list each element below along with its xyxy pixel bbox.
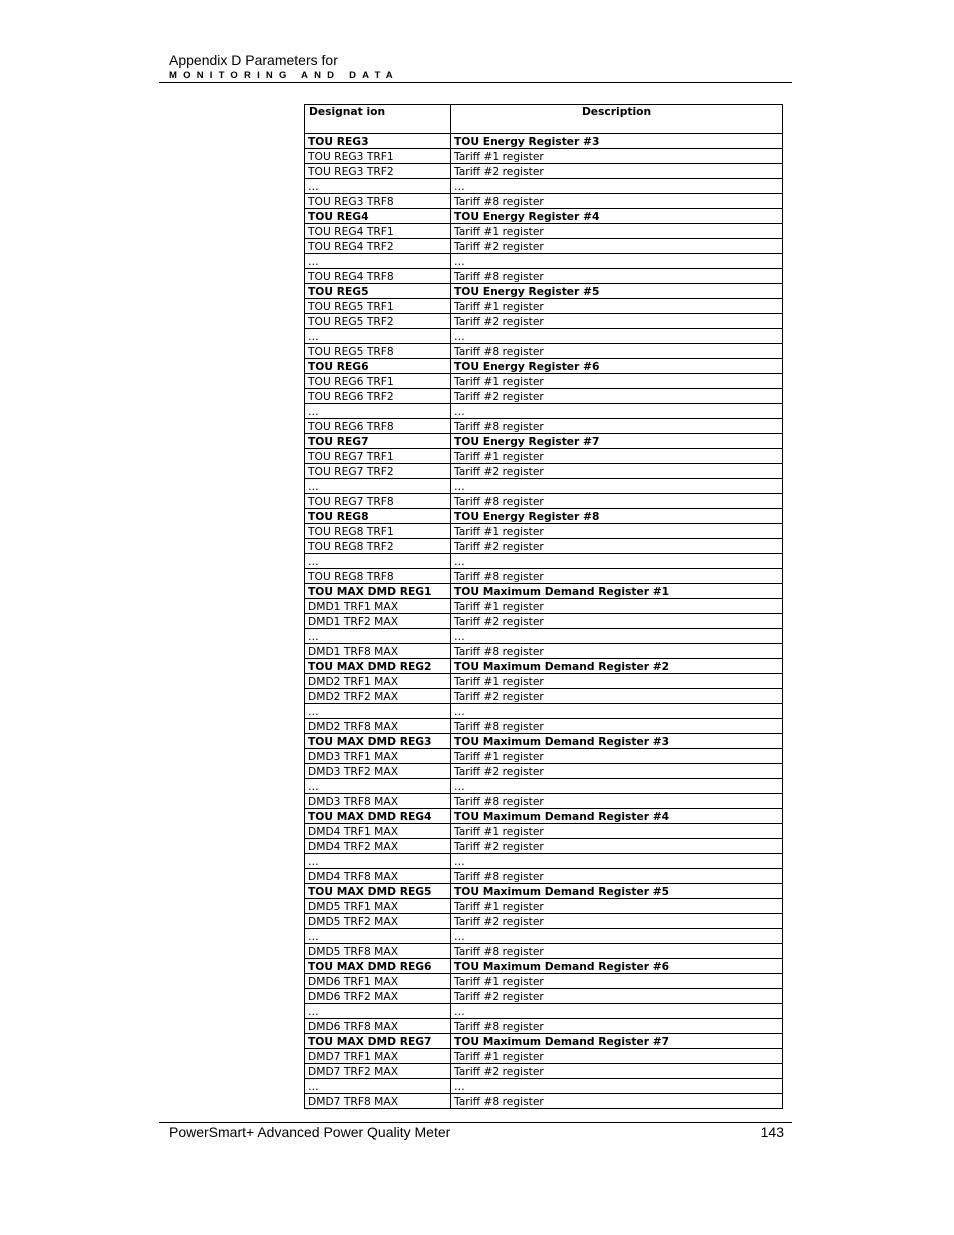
table-row <box>305 734 783 749</box>
description-cell: Tariff #2 register <box>451 464 783 479</box>
table-body <box>305 134 783 1109</box>
designation-cell: DMD5 TRF8 MAX <box>305 944 451 959</box>
table-row <box>305 524 783 539</box>
designation-cell: TOU REG7 TRF2 <box>305 464 451 479</box>
table-row <box>305 374 783 389</box>
description-cell: … <box>451 479 783 494</box>
designation-cell: … <box>305 854 451 869</box>
description-cell: TOU Maximum Demand Register #2 <box>451 659 783 674</box>
designation-cell: DMD3 TRF2 MAX <box>305 764 451 779</box>
description-cell: Tariff #1 register <box>451 374 783 389</box>
description-cell: Tariff #1 register <box>451 299 783 314</box>
description-cell: TOU Maximum Demand Register #7 <box>451 1034 783 1049</box>
header-title: Appendix D Parameters for <box>169 52 338 68</box>
table-row <box>305 509 783 524</box>
designation-cell: DMD3 TRF1 MAX <box>305 749 451 764</box>
table-row <box>305 329 783 344</box>
table-row <box>305 449 783 464</box>
designation-cell: DMD1 TRF1 MAX <box>305 599 451 614</box>
header-subtitle: MONITORING AND DATA <box>169 70 399 81</box>
description-cell: Tariff #1 register <box>451 524 783 539</box>
designation-cell: DMD7 TRF2 MAX <box>305 1064 451 1079</box>
description-cell: Tariff #8 register <box>451 269 783 284</box>
description-cell: TOU Energy Register #8 <box>451 509 783 524</box>
column-header-designation: Designat ion <box>305 105 451 134</box>
table-row <box>305 704 783 719</box>
table-row <box>305 344 783 359</box>
description-cell: Tariff #2 register <box>451 839 783 854</box>
designation-cell: TOU REG5 TRF8 <box>305 344 451 359</box>
designation-cell: TOU MAX DMD REG6 <box>305 959 451 974</box>
designation-cell: TOU REG3 <box>305 134 451 149</box>
description-cell: Tariff #2 register <box>451 689 783 704</box>
table-row <box>305 254 783 269</box>
description-cell: Tariff #1 register <box>451 599 783 614</box>
description-cell: Tariff #1 register <box>451 974 783 989</box>
description-cell: … <box>451 329 783 344</box>
description-cell: TOU Energy Register #6 <box>451 359 783 374</box>
designation-cell: TOU REG8 <box>305 509 451 524</box>
designation-cell: TOU REG6 TRF1 <box>305 374 451 389</box>
table-row <box>305 914 783 929</box>
designation-cell: DMD6 TRF8 MAX <box>305 1019 451 1034</box>
table-row <box>305 944 783 959</box>
designation-cell: … <box>305 329 451 344</box>
designation-cell: … <box>305 1004 451 1019</box>
table-row <box>305 659 783 674</box>
table-row <box>305 869 783 884</box>
table-row <box>305 929 783 944</box>
description-cell: … <box>451 1079 783 1094</box>
designation-cell: TOU MAX DMD REG2 <box>305 659 451 674</box>
designation-cell: TOU REG4 TRF1 <box>305 224 451 239</box>
designation-cell: … <box>305 404 451 419</box>
description-cell: … <box>451 629 783 644</box>
description-cell: Tariff #1 register <box>451 449 783 464</box>
designation-cell: DMD4 TRF1 MAX <box>305 824 451 839</box>
designation-cell: … <box>305 929 451 944</box>
designation-cell: … <box>305 254 451 269</box>
designation-cell: DMD5 TRF2 MAX <box>305 914 451 929</box>
designation-cell: DMD7 TRF8 MAX <box>305 1094 451 1109</box>
description-cell: Tariff #2 register <box>451 314 783 329</box>
table-row <box>305 719 783 734</box>
designation-cell: … <box>305 779 451 794</box>
table-row <box>305 314 783 329</box>
parameters-table <box>304 104 783 1109</box>
description-cell: Tariff #1 register <box>451 149 783 164</box>
designation-cell: TOU MAX DMD REG4 <box>305 809 451 824</box>
table-row <box>305 764 783 779</box>
header-rule <box>159 82 792 83</box>
description-cell: Tariff #8 register <box>451 344 783 359</box>
table-row <box>305 839 783 854</box>
table-row <box>305 194 783 209</box>
table-row <box>305 1079 783 1094</box>
table-row <box>305 359 783 374</box>
description-cell: TOU Energy Register #5 <box>451 284 783 299</box>
designation-cell: TOU REG5 TRF1 <box>305 299 451 314</box>
designation-cell: TOU REG3 TRF8 <box>305 194 451 209</box>
description-cell: Tariff #8 register <box>451 719 783 734</box>
designation-cell: TOU REG5 <box>305 284 451 299</box>
description-cell: Tariff #8 register <box>451 569 783 584</box>
designation-cell: DMD7 TRF1 MAX <box>305 1049 451 1064</box>
table-row <box>305 584 783 599</box>
description-cell: TOU Maximum Demand Register #6 <box>451 959 783 974</box>
designation-cell: TOU MAX DMD REG7 <box>305 1034 451 1049</box>
table-row <box>305 434 783 449</box>
table-row <box>305 284 783 299</box>
table-row <box>305 824 783 839</box>
description-cell: … <box>451 1004 783 1019</box>
table-row <box>305 404 783 419</box>
table-row <box>305 569 783 584</box>
description-cell: TOU Maximum Demand Register #5 <box>451 884 783 899</box>
column-header-description: Description <box>451 105 783 134</box>
table-row <box>305 389 783 404</box>
designation-cell: DMD1 TRF2 MAX <box>305 614 451 629</box>
table-row <box>305 989 783 1004</box>
designation-cell: TOU MAX DMD REG5 <box>305 884 451 899</box>
description-cell: Tariff #8 register <box>451 869 783 884</box>
page-number: 143 <box>760 1124 784 1140</box>
designation-cell: … <box>305 704 451 719</box>
table-row <box>305 299 783 314</box>
table-row <box>305 749 783 764</box>
description-cell: Tariff #2 register <box>451 764 783 779</box>
table-row <box>305 1004 783 1019</box>
designation-cell: … <box>305 1079 451 1094</box>
designation-cell: … <box>305 629 451 644</box>
table-row <box>305 674 783 689</box>
designation-cell: TOU REG4 TRF2 <box>305 239 451 254</box>
table-row <box>305 224 783 239</box>
footer-rule <box>159 1122 792 1123</box>
designation-cell: TOU REG3 TRF2 <box>305 164 451 179</box>
description-cell: Tariff #2 register <box>451 164 783 179</box>
footer-title: PowerSmart+ Advanced Power Quality Meter <box>169 1124 451 1140</box>
table-row <box>305 974 783 989</box>
description-cell: Tariff #8 register <box>451 1019 783 1034</box>
table-row <box>305 1064 783 1079</box>
designation-cell: DMD2 TRF8 MAX <box>305 719 451 734</box>
designation-cell: TOU REG4 <box>305 209 451 224</box>
table-row <box>305 899 783 914</box>
table-row <box>305 854 783 869</box>
description-cell: Tariff #8 register <box>451 1094 783 1109</box>
table-row <box>305 599 783 614</box>
designation-cell: … <box>305 479 451 494</box>
designation-cell: DMD2 TRF1 MAX <box>305 674 451 689</box>
designation-cell: DMD3 TRF8 MAX <box>305 794 451 809</box>
description-cell: Tariff #1 register <box>451 224 783 239</box>
table-header-row <box>305 105 783 134</box>
designation-cell: … <box>305 179 451 194</box>
table-row <box>305 1094 783 1109</box>
designation-cell: DMD2 TRF2 MAX <box>305 689 451 704</box>
description-cell: Tariff #1 register <box>451 899 783 914</box>
designation-cell: TOU REG4 TRF8 <box>305 269 451 284</box>
designation-cell: TOU REG8 TRF2 <box>305 539 451 554</box>
table-row <box>305 419 783 434</box>
table-row <box>305 134 783 149</box>
description-cell: Tariff #8 register <box>451 419 783 434</box>
description-cell: TOU Maximum Demand Register #4 <box>451 809 783 824</box>
description-cell: … <box>451 254 783 269</box>
table-row <box>305 614 783 629</box>
designation-cell: TOU REG6 <box>305 359 451 374</box>
table-row <box>305 539 783 554</box>
description-cell: Tariff #2 register <box>451 239 783 254</box>
description-cell: Tariff #2 register <box>451 1064 783 1079</box>
designation-cell: TOU REG8 TRF1 <box>305 524 451 539</box>
description-cell: … <box>451 554 783 569</box>
table-row <box>305 179 783 194</box>
designation-cell: DMD4 TRF2 MAX <box>305 839 451 854</box>
description-cell: TOU Energy Register #7 <box>451 434 783 449</box>
designation-cell: … <box>305 554 451 569</box>
description-cell: Tariff #1 register <box>451 749 783 764</box>
table-row <box>305 1034 783 1049</box>
table-row <box>305 794 783 809</box>
designation-cell: TOU REG8 TRF8 <box>305 569 451 584</box>
table-row <box>305 959 783 974</box>
description-cell: TOU Maximum Demand Register #1 <box>451 584 783 599</box>
description-cell: TOU Energy Register #3 <box>451 134 783 149</box>
designation-cell: TOU REG6 TRF8 <box>305 419 451 434</box>
table-row <box>305 149 783 164</box>
designation-cell: TOU MAX DMD REG3 <box>305 734 451 749</box>
description-cell: Tariff #2 register <box>451 989 783 1004</box>
table-row <box>305 1019 783 1034</box>
table-row <box>305 464 783 479</box>
table-row <box>305 209 783 224</box>
designation-cell: DMD1 TRF8 MAX <box>305 644 451 659</box>
designation-cell: DMD6 TRF2 MAX <box>305 989 451 1004</box>
description-cell: TOU Maximum Demand Register #3 <box>451 734 783 749</box>
description-cell: Tariff #2 register <box>451 539 783 554</box>
designation-cell: TOU MAX DMD REG1 <box>305 584 451 599</box>
table-row <box>305 269 783 284</box>
description-cell: Tariff #8 register <box>451 944 783 959</box>
description-cell: … <box>451 404 783 419</box>
table-row <box>305 884 783 899</box>
description-cell: Tariff #1 register <box>451 824 783 839</box>
designation-cell: DMD4 TRF8 MAX <box>305 869 451 884</box>
table-row <box>305 629 783 644</box>
description-cell: Tariff #8 register <box>451 494 783 509</box>
table-row <box>305 479 783 494</box>
description-cell: Tariff #2 register <box>451 614 783 629</box>
description-cell: Tariff #1 register <box>451 1049 783 1064</box>
description-cell: Tariff #2 register <box>451 914 783 929</box>
designation-cell: DMD6 TRF1 MAX <box>305 974 451 989</box>
designation-cell: TOU REG6 TRF2 <box>305 389 451 404</box>
designation-cell: TOU REG7 TRF8 <box>305 494 451 509</box>
description-cell: Tariff #2 register <box>451 389 783 404</box>
table-row <box>305 644 783 659</box>
designation-cell: TOU REG3 TRF1 <box>305 149 451 164</box>
table-row <box>305 689 783 704</box>
table-row <box>305 779 783 794</box>
description-cell: Tariff #8 register <box>451 644 783 659</box>
description-cell: … <box>451 704 783 719</box>
designation-cell: TOU REG7 TRF1 <box>305 449 451 464</box>
table-row <box>305 554 783 569</box>
description-cell: … <box>451 779 783 794</box>
table-row <box>305 809 783 824</box>
description-cell: … <box>451 929 783 944</box>
description-cell: Tariff #1 register <box>451 674 783 689</box>
designation-cell: DMD5 TRF1 MAX <box>305 899 451 914</box>
table-row <box>305 239 783 254</box>
table-row <box>305 164 783 179</box>
designation-cell: TOU REG5 TRF2 <box>305 314 451 329</box>
table-row <box>305 1049 783 1064</box>
description-cell: Tariff #8 register <box>451 194 783 209</box>
designation-cell: TOU REG7 <box>305 434 451 449</box>
description-cell: TOU Energy Register #4 <box>451 209 783 224</box>
table-row <box>305 494 783 509</box>
description-cell: Tariff #8 register <box>451 794 783 809</box>
description-cell: … <box>451 179 783 194</box>
description-cell: … <box>451 854 783 869</box>
